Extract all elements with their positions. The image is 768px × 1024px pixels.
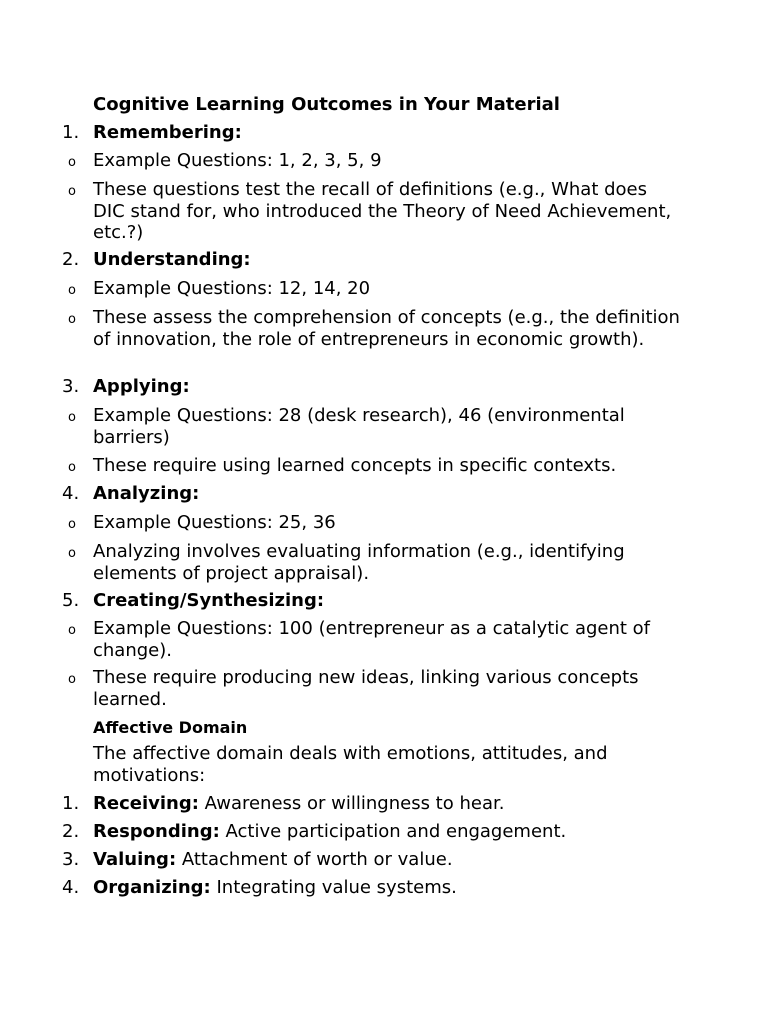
item-term: Valuing: (93, 849, 177, 870)
list-item: Example Questions: 25, 36 (93, 512, 336, 533)
list-item: These require using learned concepts in specific contexts. (93, 455, 617, 476)
list-number: 3. (62, 849, 80, 870)
bullet-icon: o (68, 623, 76, 638)
list-item: These assess the comprehension of concepts (e.g., the definition of innovation, the role of entrepreneurs in economic growth). (93, 307, 680, 350)
item-description: Awareness or willingness to hear. (198, 793, 505, 814)
list-item: Example Questions: 12, 14, 20 (93, 278, 371, 299)
list-number: 5. (62, 590, 80, 611)
level-analyzing: Analyzing: (93, 483, 200, 504)
level-applying: Applying: (93, 376, 190, 397)
bullet-icon: o (68, 546, 76, 561)
bullet-icon: o (68, 517, 76, 532)
affective-item-valuing (93, 849, 683, 871)
level-creating: Creating/Synthesizing: (93, 590, 325, 611)
bullet-icon: o (68, 283, 76, 298)
bullet-icon: o (68, 460, 76, 475)
list-number: 1. (62, 122, 80, 143)
affective-item-receiving (93, 793, 683, 815)
list-number: 4. (62, 877, 80, 898)
list-item: These require producing new ideas, linking various concepts learned. (93, 667, 639, 710)
bullet-icon: o (68, 312, 76, 327)
item-term: Receiving: (93, 793, 199, 814)
level-remembering: Remembering: (93, 122, 242, 143)
list-item: Analyzing involves evaluating information (e.g., identifying elements of project appraisal). (93, 541, 625, 584)
list-item: These questions test the recall of definitions (e.g., What does DIC stand for, who introduced the Theory of Need Achievement, etc.?) (93, 179, 672, 243)
level-understanding: Understanding: (93, 249, 251, 270)
item-term: Organizing: (93, 877, 211, 898)
item-description: Attachment of worth or value. (176, 849, 453, 870)
list-item: Example Questions: 28 (desk research), 46 (environmental barriers) (93, 405, 625, 448)
bullet-icon: o (68, 672, 76, 687)
affective-heading: Affective Domain (93, 718, 248, 737)
list-number: 2. (62, 821, 80, 842)
list-number: 3. (62, 376, 80, 397)
list-item: Example Questions: 100 (entrepreneur as a catalytic agent of change). (93, 618, 651, 661)
document-title: Cognitive Learning Outcomes in Your Material (93, 94, 560, 115)
list-number: 2. (62, 249, 80, 270)
item-term: Responding: (93, 821, 220, 842)
list-number: 1. (62, 793, 80, 814)
bullet-icon: o (68, 410, 76, 425)
item-description: Active participation and engagement. (219, 821, 567, 842)
list-item: Example Questions: 1, 2, 3, 5, 9 (93, 150, 382, 171)
affective-intro: The affective domain deals with emotions, attitudes, and motivations: (93, 743, 608, 786)
item-description: Integrating value systems. (210, 877, 457, 898)
bullet-icon: o (68, 155, 76, 170)
affective-item-responding (93, 821, 683, 843)
list-number: 4. (62, 483, 80, 504)
bullet-icon: o (68, 184, 76, 199)
affective-item-organizing (93, 877, 683, 899)
